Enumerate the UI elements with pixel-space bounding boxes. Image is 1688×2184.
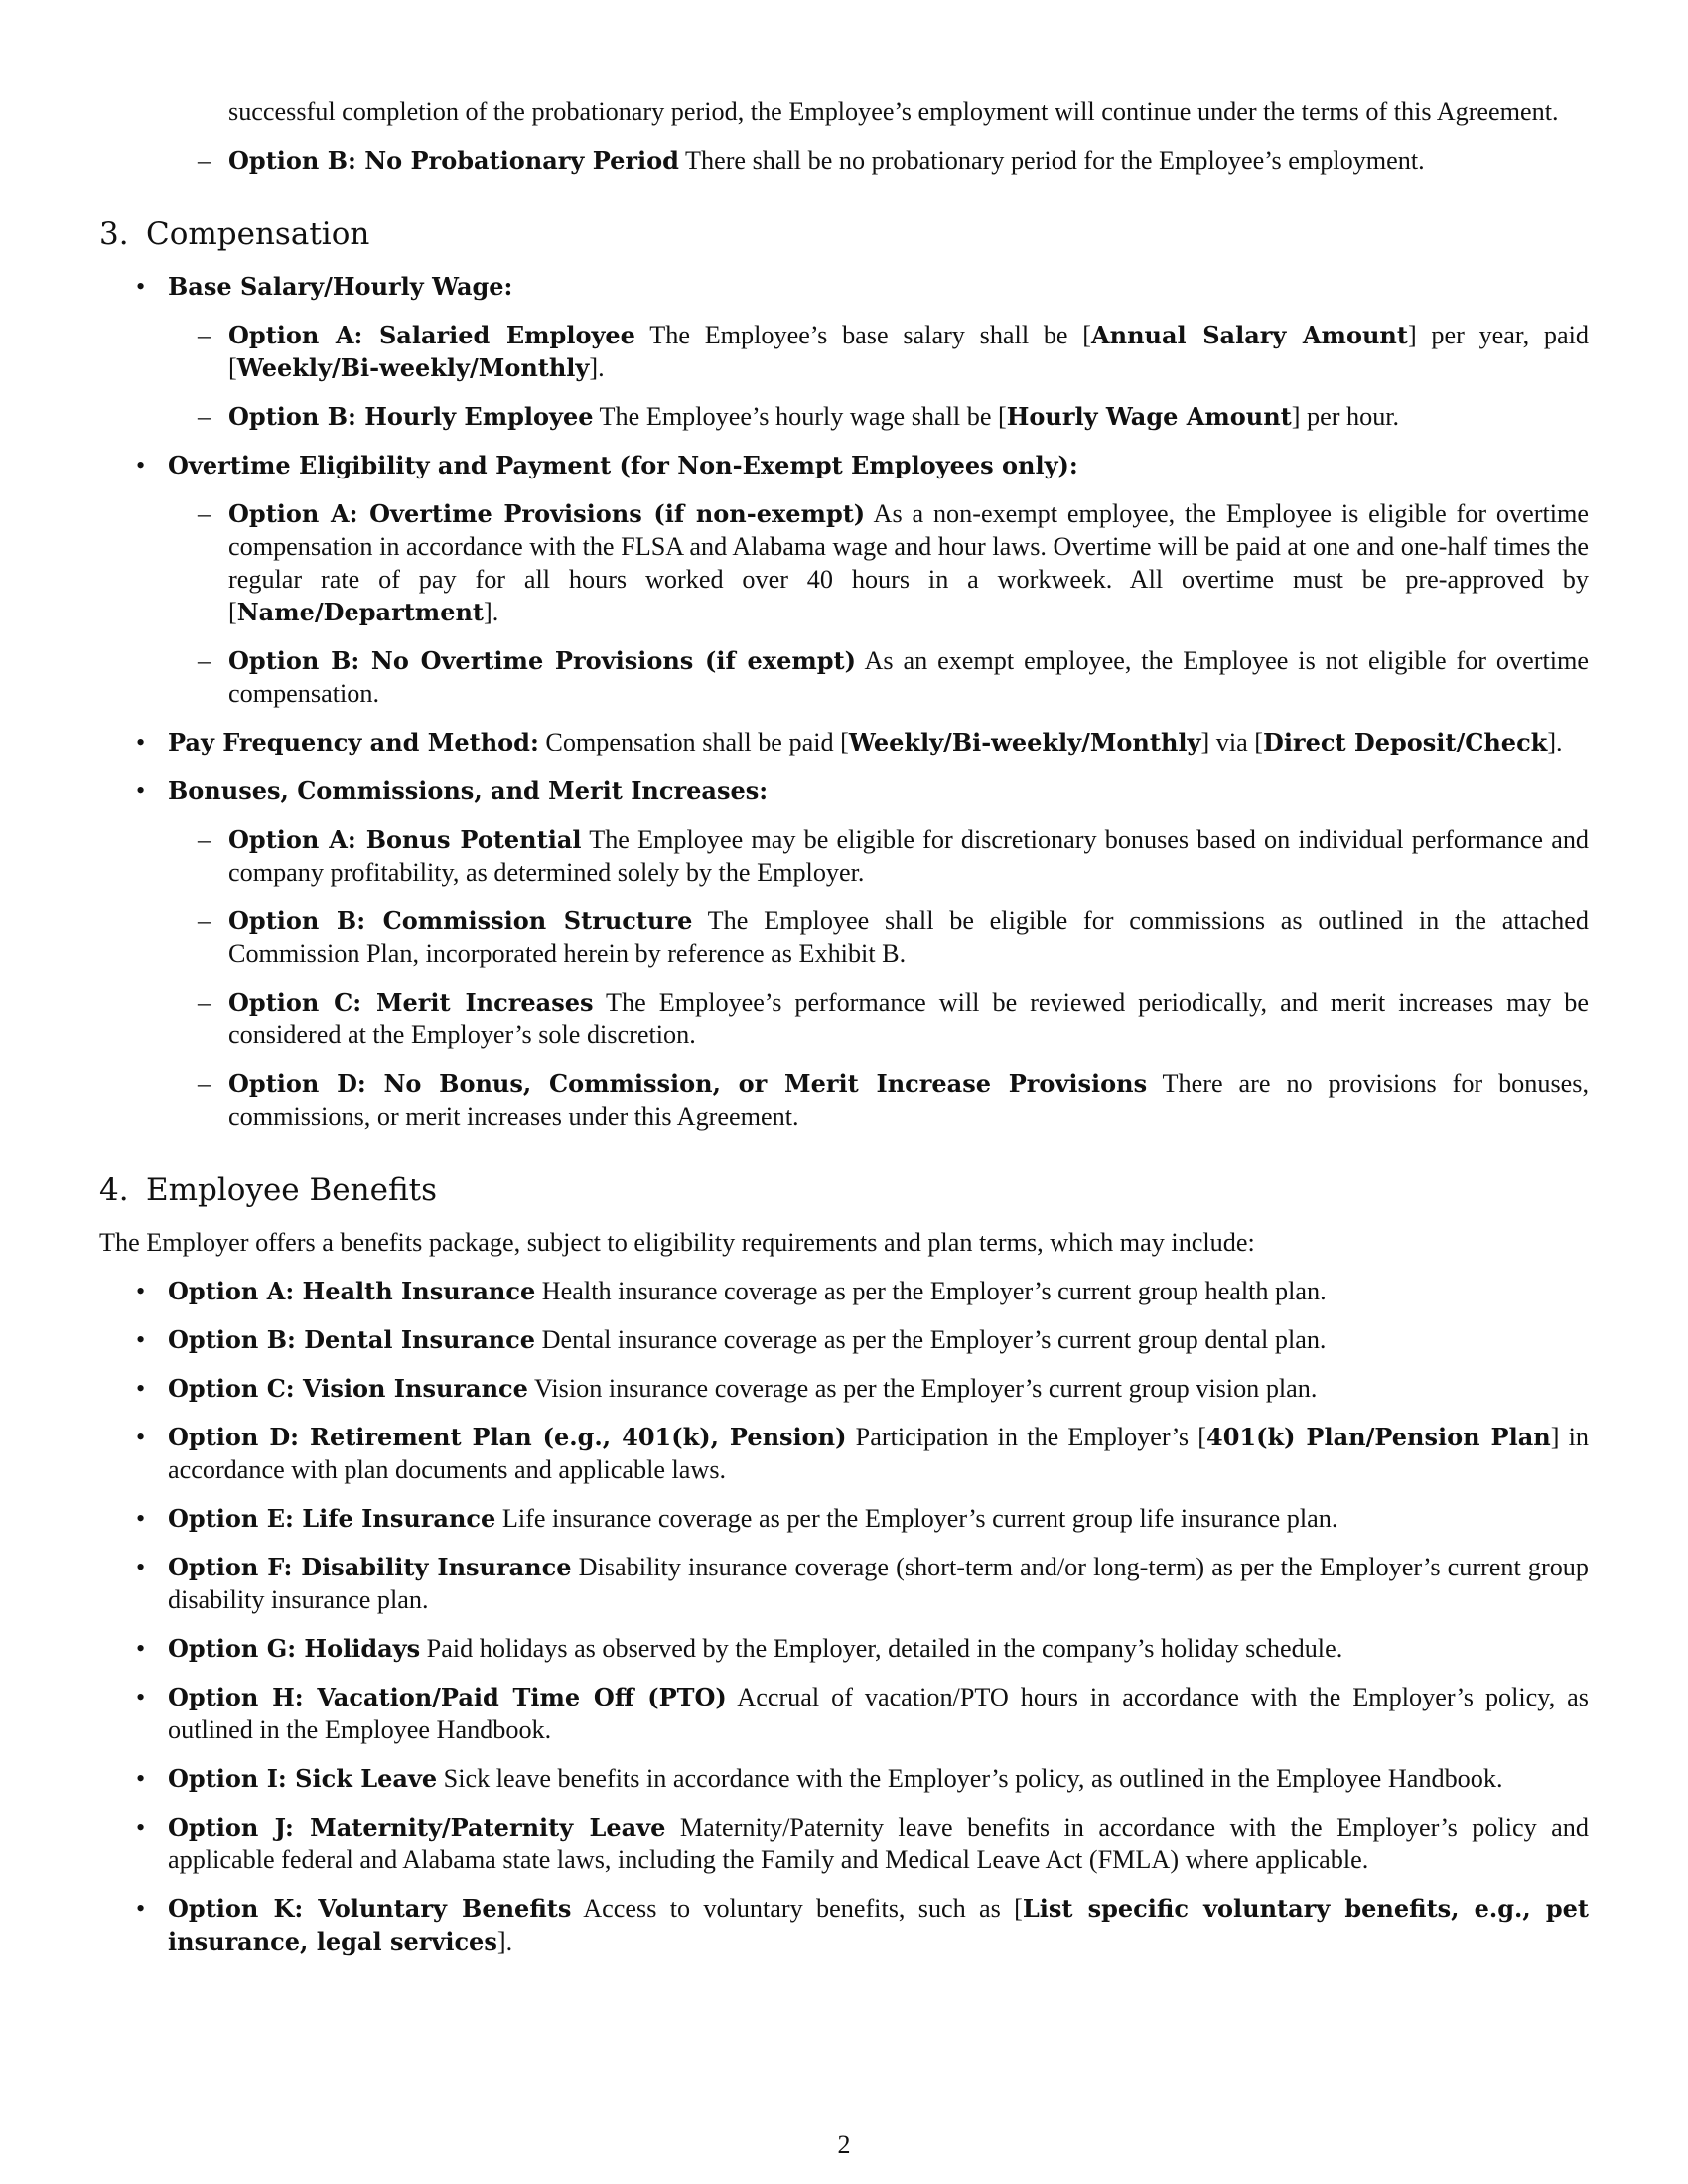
item-label: Option B: Dental Insurance [168,1325,536,1354]
overtime-option-b [99,644,1589,710]
fill-in-field: List specific voluntary benefits, e.g., pet insurance, legal services [168,1894,1590,1956]
benefit-item [99,1681,1589,1746]
item-label: Option H: Vacation/Paid Time Off (PTO) [168,1683,727,1711]
overtime-option-a [99,497,1589,628]
bullet-marker: • [136,728,146,756]
option-text: ]. [484,598,499,626]
item-text: Participation in the Employer’s [ [846,1423,1206,1451]
item-label: Option A: Health Insurance [168,1277,536,1305]
bonus-option-b [99,904,1589,970]
item-label: Option D: Retirement Plan (e.g., 401(k), Pension) [168,1423,847,1451]
fill-in-field: Annual Salary Amount [1091,321,1408,349]
item-label: Option I: Sick Leave [168,1764,438,1793]
benefit-item [99,1421,1589,1486]
option-label: Option B: No Overtime Provisions (if exempt) [228,646,856,675]
item-label: Option K: Voluntary Benefits [168,1894,572,1923]
option-label: Option B: No Probationary Period [228,146,679,175]
option-text: ] per year, paid [ [228,321,1589,382]
list-item-base-salary [99,270,1589,303]
option-text: As an exempt employee, the Employee is not eligible for overtime compensation. [228,646,1589,708]
fill-in-field: Hourly Wage Amount [1006,402,1292,431]
bullet-marker: • [136,1683,146,1711]
fill-in-field: Name/Department [236,598,484,626]
benefit-item [99,1502,1589,1535]
section-number: 3. [99,216,129,252]
section-heading-benefits [99,1170,1589,1210]
section-title: Employee Benefits [146,1172,437,1208]
item-text: Maternity/Paternity leave benefits in accordance with the Employer’s policy and applicable federal and Alabama state laws, including the Family and Medical Leave Act (FMLA) where applicable. [168,1813,1589,1874]
option-label: Option A: Overtime Provisions (if non-exempt) [228,499,866,528]
option-text: There shall be no probationary period for the Employee’s employment. [678,146,1425,175]
bullet-marker: • [136,1325,146,1354]
item-text: Access to voluntary benefits, such as [ [571,1894,1023,1923]
dash-marker: – [198,146,211,175]
dash-marker: – [198,906,211,935]
bullet-marker: • [136,1553,146,1581]
bullet-marker: • [136,451,146,479]
dash-marker: – [198,825,211,854]
dash-marker: – [198,646,211,675]
list-item-pay-frequency [99,726,1589,758]
item-label: Option E: Life Insurance [168,1504,496,1533]
probation-option-b [99,144,1589,177]
item-text: Health insurance coverage as per the Employer’s current group health plan. [535,1277,1327,1305]
item-text: Life insurance coverage as per the Employer’s current group life insurance plan. [495,1504,1338,1533]
list-item-bonuses [99,774,1589,807]
benefit-item [99,1811,1589,1876]
benefit-item [99,1323,1589,1356]
section-title: Compensation [146,216,370,252]
item-text: ]. [496,1927,513,1956]
item-label: Option J: Maternity/Paternity Leave [168,1813,666,1842]
benefits-list [99,1275,1589,1958]
benefit-item [99,1632,1589,1665]
item-text: Vision insurance coverage as per the Employer’s current group vision plan. [527,1374,1318,1403]
dash-marker: – [198,321,211,349]
item-label: Base Salary/Hourly Wage: [168,272,513,301]
benefit-item [99,1762,1589,1795]
benefit-item [99,1892,1589,1958]
item-text: ]. [1547,728,1563,756]
option-text: The Employee shall be eligible for commissions as outlined in the attached Commission Plan, incorporated herein by reference as Exhibit B. [228,906,1589,968]
option-text: There are no provisions for bonuses, commissions, or merit increases under this Agreement. [228,1069,1589,1131]
fill-in-field: 401(k) Plan/Pension Plan [1206,1423,1551,1451]
item-label: Option G: Holidays [168,1634,421,1663]
option-label: Option B: Commission Structure [228,906,693,935]
bullet-marker: • [136,1374,146,1403]
item-text: ] via [ [1200,728,1263,756]
item-label: Option F: Disability Insurance [168,1553,572,1581]
item-label: Overtime Eligibility and Payment (for Non-Exempt Employees only): [168,451,1078,479]
fill-in-field: Direct Deposit/Check [1263,728,1548,756]
option-text: The Employee’s base salary shall be [ [634,321,1092,349]
bullet-marker: • [136,1504,146,1533]
bonus-option-c [99,986,1589,1051]
bullet-marker: • [136,1813,146,1842]
item-text: Accrual of vacation/PTO hours in accordance with the Employer’s policy, as outlined in the Employee Handbook. [168,1683,1589,1744]
option-text: The Employee’s hourly wage shall be [ [593,402,1007,431]
option-text: ]. [589,353,605,382]
item-label: Option C: Vision Insurance [168,1374,528,1403]
dash-marker: – [198,402,211,431]
dash-marker: – [198,499,211,528]
bonus-option-a [99,823,1589,888]
item-text: Sick leave benefits in accordance with the Employer’s policy, as outlined in the Employee Handbook. [437,1764,1503,1793]
benefit-item [99,1275,1589,1307]
bullet-marker: • [136,1423,146,1451]
option-text: As a non-exempt employee, the Employee is eligible for overtime compensation in accordance with the FLSA and Alabama wage and hour laws. Overtime will be paid at one and one-half times the regular rate of pay for all hours worked over 40 hours in a workweek. All overtime must be pre-approved by [ [228,499,1589,626]
option-label: Option B: Hourly Employee [228,402,594,431]
item-text: Dental insurance coverage as per the Employer’s current group dental plan. [535,1325,1327,1354]
section-heading-compensation [99,214,1589,254]
bullet-marker: • [136,1634,146,1663]
option-label: Option A: Salaried Employee [228,321,635,349]
dash-marker: – [198,1069,211,1098]
base-option-b [99,400,1589,433]
option-text: ] per hour. [1291,402,1400,431]
item-text: Disability insurance coverage (short-term and/or long-term) as per the Employer’s current group disability insurance plan. [168,1553,1589,1614]
section-number: 4. [99,1172,129,1208]
item-text: Compensation shall be paid [ [538,728,849,756]
item-label: Bonuses, Commissions, and Merit Increases: [168,776,769,805]
option-text: The Employee’s performance will be reviewed periodically, and merit increases may be considered at the Employer’s sole discretion. [228,988,1589,1049]
benefit-item [99,1551,1589,1616]
fill-in-field: Weekly/Bi-weekly/Monthly [236,353,590,382]
option-label: Option A: Bonus Potential [228,825,582,854]
dash-marker: – [198,988,211,1017]
option-label: Option D: No Bonus, Commission, or Merit Increase Provisions [228,1069,1148,1098]
bullet-marker: • [136,272,146,301]
bonus-option-d [99,1067,1589,1133]
probation-continuation: successful completion of the probationary period, the Employee’s employment will continue under the terms of this Agreement. [228,97,1559,126]
bullet-marker: • [136,776,146,805]
bullet-marker: • [136,1764,146,1793]
document-page [99,95,1589,1958]
item-text: Paid holidays as observed by the Employer, detailed in the company’s holiday schedule. [420,1634,1343,1663]
benefits-intro: The Employer offers a benefits package, subject to eligibility requirements and plan terms, which may include: [99,1228,1255,1257]
option-text: The Employee may be eligible for discretionary bonuses based on individual performance and company profitability, as determined solely by the Employer. [228,825,1590,887]
page-number: 2 [837,2130,851,2159]
item-label: Pay Frequency and Method: [168,728,539,756]
benefit-item [99,1372,1589,1405]
bullet-marker: • [136,1894,146,1923]
bullet-marker: • [136,1277,146,1305]
base-option-a [99,319,1589,384]
item-text: ] in accordance with plan documents and applicable laws. [168,1423,1589,1484]
option-label: Option C: Merit Increases [228,988,594,1017]
list-item-overtime [99,449,1589,481]
fill-in-field: Weekly/Bi-weekly/Monthly [848,728,1201,756]
